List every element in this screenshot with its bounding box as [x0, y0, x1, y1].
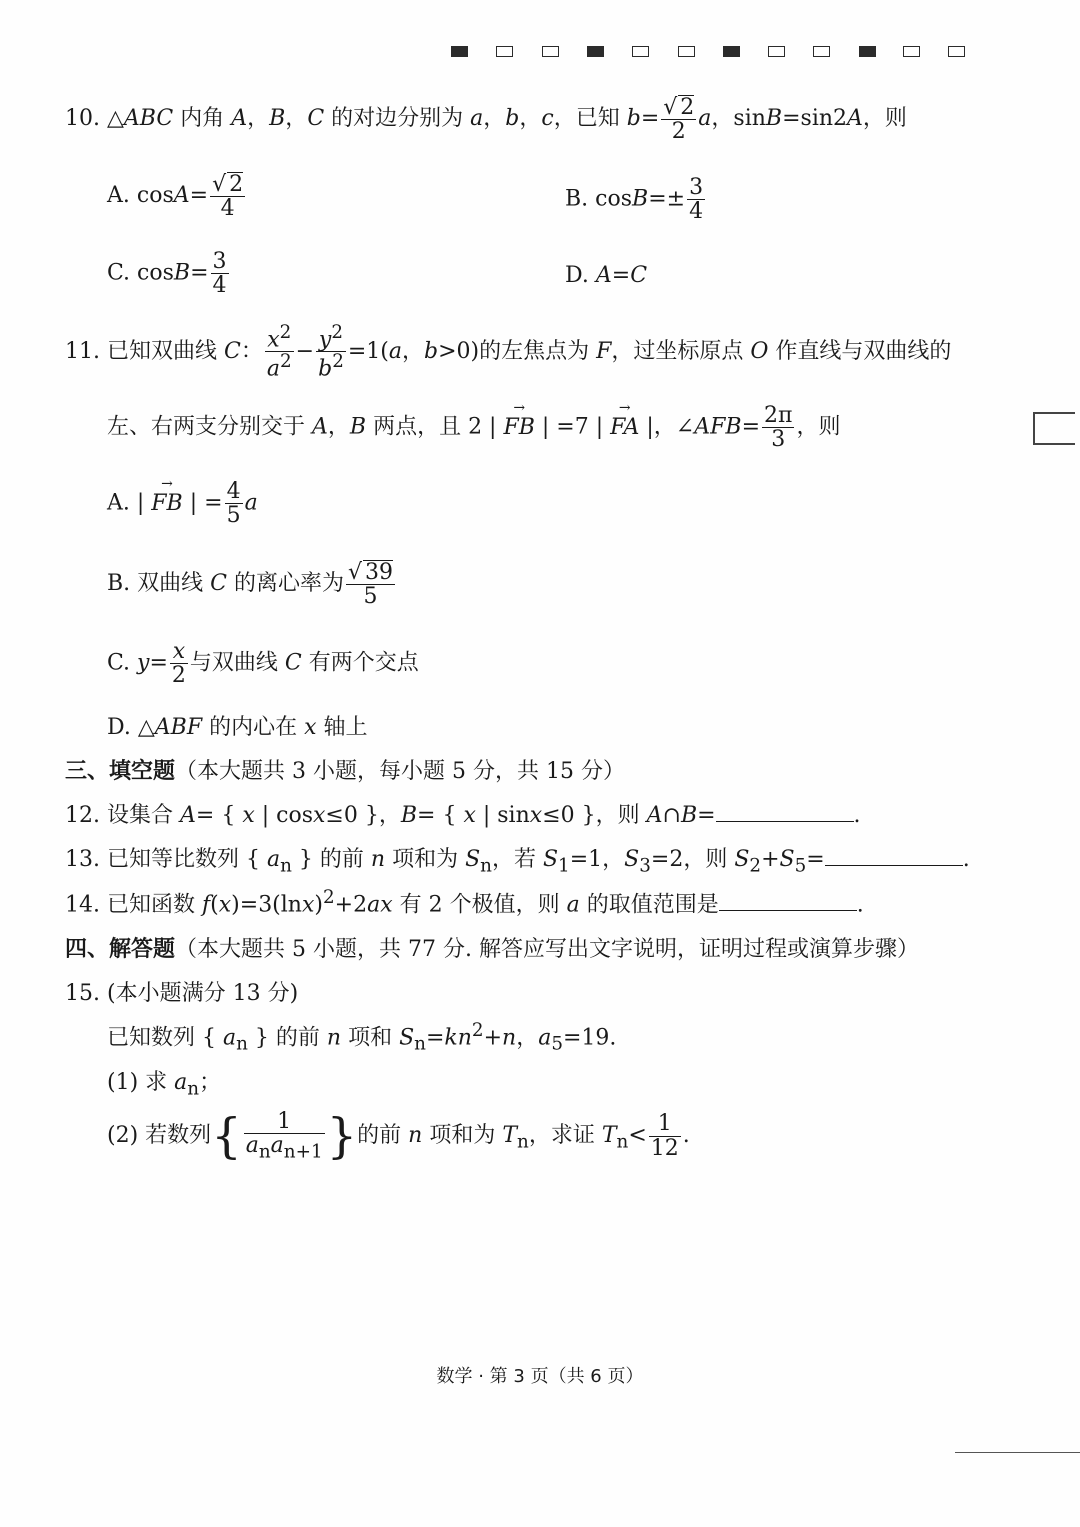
denominator: 3: [771, 427, 786, 453]
numerator: 1: [649, 1112, 681, 1136]
denominator: a: [266, 356, 280, 382]
text: n: [326, 1025, 342, 1051]
text: =19.: [563, 1025, 617, 1051]
section-note: （本大题共 5 小题，共 77 分. 解答应写出文字说明，证明过程或演算步骤）: [175, 937, 919, 962]
text: C: [284, 650, 302, 676]
text: =sin2: [782, 106, 848, 132]
fraction: [211, 250, 229, 297]
text: =±: [648, 186, 686, 212]
text: T: [502, 1123, 518, 1148]
text: A: [231, 106, 248, 132]
q15-header: [65, 976, 298, 1007]
text: ，则: [862, 106, 907, 132]
text: 已知等比数列 {: [107, 847, 267, 872]
denominator: 12: [650, 1135, 679, 1161]
exponent: 2: [332, 351, 344, 373]
mark-outline: [542, 46, 559, 57]
q10-option-b: [565, 176, 707, 223]
denominator: 4: [220, 196, 235, 222]
q14: [65, 887, 864, 918]
text: ，: [483, 106, 506, 132]
radicand: 39: [365, 560, 394, 585]
text: S: [734, 847, 750, 872]
text: x: [463, 803, 476, 828]
q15-part-1: [107, 1065, 221, 1099]
text: } 的前: [291, 847, 371, 872]
text: a: [538, 1025, 552, 1051]
exponent: 2: [323, 887, 335, 908]
text: ，过坐标原点: [611, 338, 751, 364]
text: ，求证: [528, 1123, 602, 1148]
text: =: [190, 260, 209, 286]
text: a: [174, 1070, 188, 1095]
text: 的前: [357, 1123, 409, 1148]
q11-option-d: [107, 710, 368, 741]
question-number: 15.: [65, 981, 100, 1006]
option-label: D.: [565, 263, 589, 288]
right-brace: }: [326, 1108, 358, 1164]
fraction: [649, 1112, 681, 1159]
text: a: [470, 106, 484, 132]
text: x: [529, 803, 543, 828]
text: x: [242, 803, 255, 828]
text: 已知数列 {: [107, 1025, 223, 1051]
subscript: n: [280, 855, 292, 877]
numerator: 2π: [764, 403, 793, 428]
denominator: b: [318, 356, 333, 382]
text: .: [856, 892, 864, 918]
text: y: [137, 650, 150, 676]
text: 的对边分别为: [324, 106, 471, 132]
text: ：: [240, 338, 263, 364]
text: −: [295, 338, 315, 364]
text: B: [765, 106, 783, 132]
text: ，: [247, 106, 270, 132]
numerator: y: [318, 327, 332, 353]
text: 内角: [173, 106, 232, 132]
numerator: x: [267, 327, 280, 353]
question-number: 12.: [65, 803, 100, 828]
numerator: x: [172, 639, 186, 664]
text: c: [541, 106, 554, 132]
side-margin-mark: [1033, 412, 1075, 445]
subscript: 2: [749, 855, 762, 877]
text: = {: [195, 803, 243, 828]
text: |: [136, 490, 152, 516]
text: T: [601, 1123, 617, 1148]
text: 项和为: [385, 847, 466, 872]
text: =: [806, 847, 825, 872]
text: n: [502, 1025, 517, 1051]
text: A: [312, 414, 328, 440]
text: x: [301, 892, 315, 918]
q10-stem: [65, 95, 907, 143]
fraction: [170, 640, 188, 687]
text: B: [632, 186, 649, 212]
mark-outline: [496, 46, 513, 57]
denominator: 2: [171, 663, 186, 689]
text: =2，则: [650, 847, 735, 872]
text: (本小题满分 13 分): [107, 981, 299, 1006]
text: ，: [519, 106, 542, 132]
mark-outline: [678, 46, 695, 57]
text: ，sin: [711, 106, 766, 132]
text: (: [210, 892, 219, 918]
text: S: [779, 847, 795, 872]
subscript: n: [187, 1078, 200, 1100]
denominator: 5: [226, 503, 241, 529]
text: O: [750, 338, 769, 364]
text: 有 2 个极值，则: [392, 892, 567, 918]
question-number: 13.: [65, 847, 100, 872]
exponent: 2: [279, 351, 292, 373]
text: 左、右两支分别交于: [107, 414, 312, 440]
section-title: 三、填空题: [65, 759, 176, 784]
page-footer: [0, 1362, 1080, 1388]
q11-stem-line1: [65, 323, 951, 381]
text: a: [266, 847, 281, 872]
q13: [65, 842, 970, 876]
text: ，若: [491, 847, 543, 872]
subscript: 5: [551, 1033, 563, 1055]
text: =: [425, 1025, 445, 1051]
exponent: 2: [471, 1020, 484, 1041]
text: .: [853, 803, 861, 828]
text: ；: [199, 1070, 222, 1095]
bottom-rule: [955, 1452, 1080, 1453]
subscript: n: [258, 1141, 271, 1163]
text: .: [682, 1123, 690, 1148]
numerator: 1: [244, 1110, 325, 1134]
question-number: 14.: [65, 892, 100, 918]
subscript: n: [616, 1131, 629, 1153]
vector: → FB: [503, 415, 534, 440]
fraction: [687, 176, 705, 223]
option-label: D.: [107, 715, 131, 740]
fraction: $\frac{√ 2}{4}$: [212, 172, 244, 222]
footer-text: 数学 · 第 3 页（共 6 页）: [436, 1366, 644, 1387]
answer-blank[interactable]: [716, 799, 854, 822]
text: b: [505, 106, 520, 132]
text: 项和: [341, 1025, 400, 1051]
text: A: [847, 106, 863, 132]
option-label: A.: [107, 490, 130, 516]
fraction: [316, 323, 346, 381]
text: 设集合: [107, 803, 180, 828]
text: 已知函数: [107, 892, 202, 918]
text: S: [624, 847, 640, 872]
q10-option-c: [107, 250, 231, 297]
text: kn: [444, 1025, 472, 1051]
text: B: [349, 414, 367, 440]
text: b: [424, 338, 439, 364]
option-label: B.: [565, 186, 589, 212]
text: ABC: [123, 106, 174, 132]
part-label: (2): [107, 1123, 139, 1148]
q10-option-a: [107, 172, 247, 220]
mark-outline: [903, 46, 920, 57]
text: A: [173, 183, 190, 209]
text: b: [626, 106, 641, 132]
question-number: 10.: [65, 106, 100, 132]
question-number: 11.: [65, 338, 100, 364]
text: =: [640, 106, 660, 132]
denominator: 5: [363, 584, 378, 610]
text: A: [595, 263, 612, 288]
vector: → FA: [610, 415, 639, 440]
text: 作直线与双曲线的: [768, 338, 952, 364]
text: C: [307, 106, 325, 132]
fraction: $\frac{√ 2}{2}$: [663, 95, 695, 145]
text: ，: [327, 414, 350, 440]
text: =: [741, 414, 760, 440]
subscript: n: [414, 1033, 426, 1055]
text: f: [202, 892, 211, 918]
text: = {: [417, 803, 464, 828]
text: C: [210, 571, 228, 597]
text: F: [596, 338, 612, 364]
text: x: [313, 803, 326, 828]
fraction: $\frac{√ 39}{5}$: [348, 560, 394, 610]
answer-blank[interactable]: [719, 888, 857, 911]
text: ): [314, 892, 323, 918]
text: 两点，且 2 |: [366, 414, 504, 440]
numerator: 3: [689, 175, 704, 200]
mark-outline: [948, 46, 965, 57]
text: } 的前: [247, 1025, 327, 1051]
denominator: 2: [671, 119, 686, 145]
text: n: [370, 847, 386, 872]
text: 的离心率为: [227, 571, 345, 597]
answer-blank[interactable]: [825, 843, 963, 866]
q11-stem-line2: [107, 404, 840, 451]
option-label: C.: [107, 260, 131, 286]
option-label: A.: [107, 183, 130, 209]
text: =1，: [569, 847, 625, 872]
text: a: [388, 338, 402, 364]
text: △: [107, 106, 124, 132]
q11-option-c: [107, 640, 419, 687]
text: B: [680, 803, 698, 828]
text: 若数列: [145, 1123, 212, 1148]
q10-option-d: [565, 263, 647, 288]
text: +2: [334, 892, 368, 918]
text: ax: [367, 892, 393, 918]
text: 有两个交点: [301, 650, 419, 676]
text: a: [244, 490, 258, 516]
text: B: [269, 106, 286, 132]
subscript: 5: [794, 855, 807, 877]
text: ≤0 }，: [325, 803, 401, 828]
subscript: n+1: [283, 1141, 323, 1163]
text: △: [137, 715, 155, 740]
text: 的内心在: [202, 715, 305, 740]
text: a: [222, 1025, 237, 1051]
text: ，: [516, 1025, 539, 1051]
q11-option-a: [107, 480, 258, 527]
text: |，∠: [639, 414, 695, 440]
text: S: [399, 1025, 415, 1051]
text: ABF: [154, 715, 203, 740]
section-title: 四、解答题: [65, 937, 176, 962]
exponent: 2: [331, 322, 344, 343]
text: 已知双曲线: [107, 338, 224, 364]
text: 求: [145, 1070, 175, 1095]
text: B: [400, 803, 418, 828]
radicand: 2: [680, 95, 695, 120]
text: x: [218, 892, 232, 918]
vector: → FB: [151, 491, 182, 516]
exponent: 2: [279, 322, 292, 343]
subscript: n: [236, 1033, 248, 1055]
text: .: [962, 847, 970, 872]
option-label: C.: [107, 650, 131, 676]
option-label: B.: [107, 571, 131, 597]
text: 项和为: [422, 1123, 503, 1148]
left-brace: {: [211, 1108, 242, 1164]
subscript: n: [480, 855, 492, 877]
text: S: [542, 847, 559, 872]
q12: [65, 798, 861, 829]
text: C: [224, 338, 241, 364]
text: =1(: [347, 338, 389, 364]
fraction: [762, 404, 794, 451]
mark-filled: [451, 46, 468, 57]
text: A: [180, 803, 196, 828]
mark-filled: [723, 46, 740, 57]
subscript: 3: [639, 855, 651, 877]
numerator: 3: [212, 249, 227, 274]
text: =: [149, 650, 168, 676]
radicand: 2: [229, 172, 244, 197]
text: a: [566, 892, 580, 918]
text: B: [173, 260, 191, 286]
fraction: [225, 480, 243, 527]
text: cos: [595, 186, 633, 212]
text: ，: [402, 338, 425, 364]
text: AFB: [694, 414, 742, 440]
text: cos: [136, 183, 174, 209]
mark-outline: [632, 46, 649, 57]
subscript: n: [517, 1131, 529, 1153]
denominator: 4: [212, 273, 227, 299]
text: =: [611, 263, 631, 288]
denominator: 4: [689, 199, 704, 225]
q15-part-2: [107, 1108, 690, 1164]
subscript: 1: [558, 855, 570, 877]
fraction: [265, 323, 294, 381]
text: a: [270, 1133, 284, 1159]
text: ，则: [796, 414, 841, 440]
text: x: [304, 715, 317, 740]
text: ∩: [662, 803, 681, 828]
text: +: [761, 847, 780, 872]
text: C: [630, 263, 648, 288]
text: | =7 |: [534, 414, 611, 440]
text: n: [408, 1123, 423, 1148]
text: =: [697, 803, 716, 828]
q11-option-b: [107, 560, 397, 608]
text: 双曲线: [137, 571, 211, 597]
text: )=3(ln: [231, 892, 302, 918]
text: 与双曲线: [189, 650, 285, 676]
text: =: [189, 183, 209, 209]
text: +: [483, 1025, 503, 1051]
text: | =: [182, 490, 223, 516]
text: | cos: [254, 803, 313, 828]
section-4-heading: [65, 932, 919, 963]
text: cos: [137, 260, 174, 286]
mark-outline: [768, 46, 785, 57]
mark-filled: [587, 46, 604, 57]
q15-stem: [107, 1020, 616, 1055]
text: a: [245, 1133, 259, 1159]
text: 的取值范围是: [579, 892, 719, 918]
fraction: [244, 1110, 325, 1162]
text: a: [698, 106, 712, 132]
section-note: （本大题共 3 小题，每小题 5 分，共 15 分）: [175, 759, 625, 784]
text: <: [628, 1123, 647, 1148]
section-3-heading: [65, 754, 625, 785]
text: ，: [285, 106, 308, 132]
text: S: [465, 847, 481, 872]
mark-filled: [859, 46, 876, 57]
text: 轴上: [316, 715, 368, 740]
text: A: [646, 803, 663, 828]
numerator: 4: [226, 479, 241, 504]
part-label: (1): [107, 1070, 139, 1095]
mark-outline: [813, 46, 830, 57]
text: >0)的左焦点为: [438, 338, 597, 364]
text: | sin: [475, 803, 530, 828]
text: ≤0 }，则: [542, 803, 647, 828]
text: ，已知: [553, 106, 627, 132]
